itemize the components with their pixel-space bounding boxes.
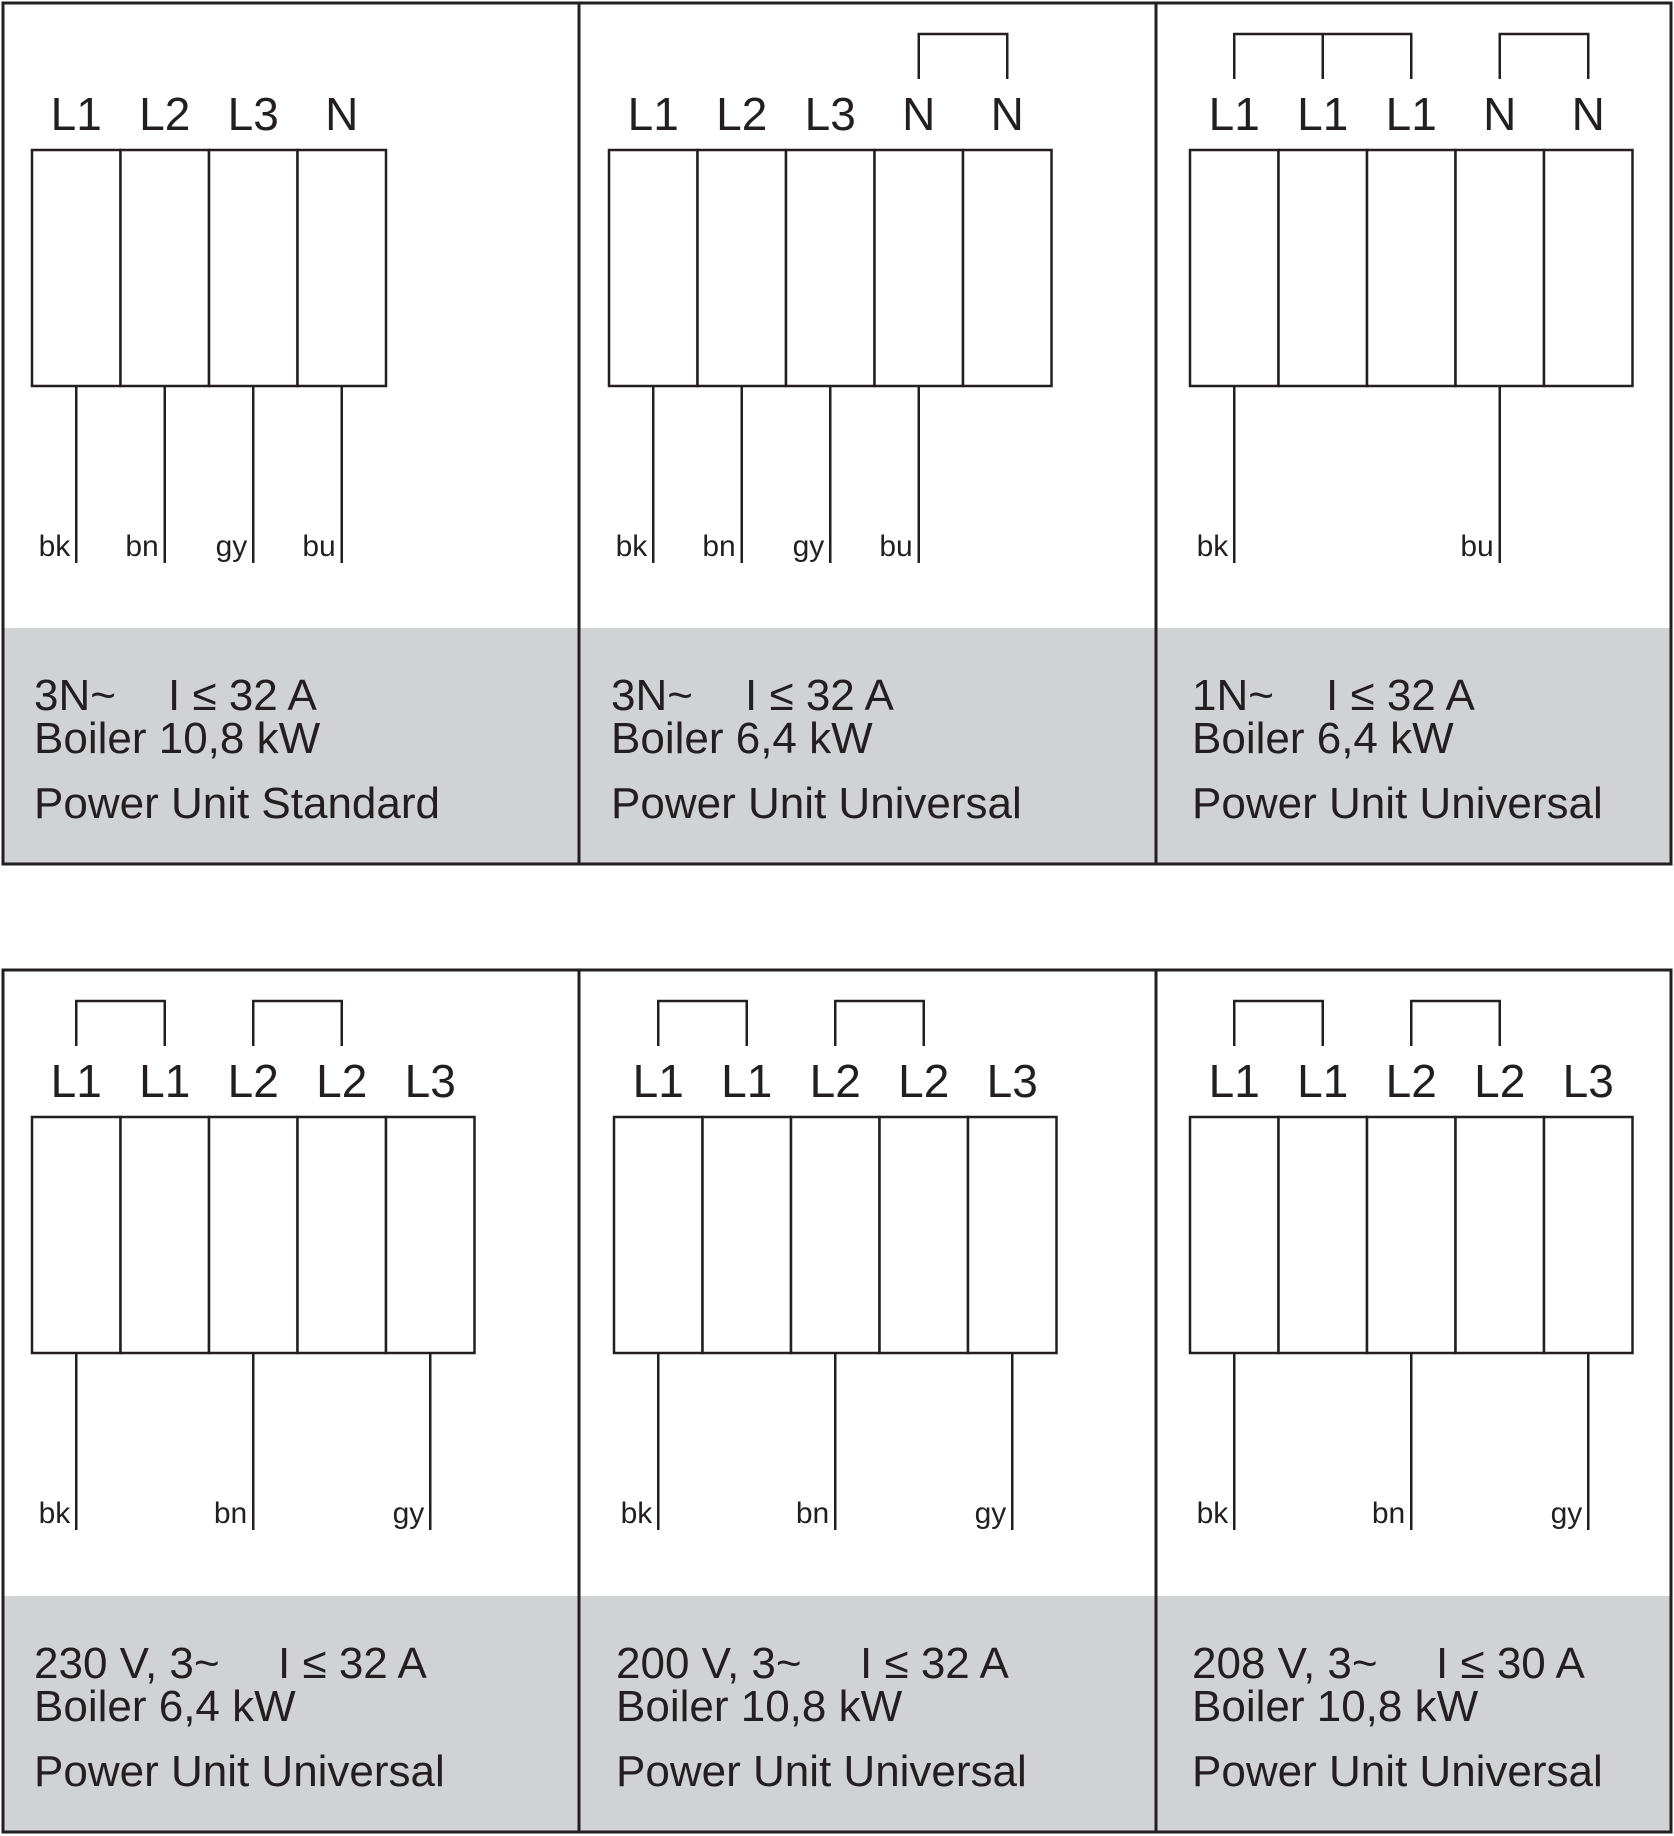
terminal-block	[32, 1117, 121, 1353]
terminal-label: N	[990, 88, 1024, 140]
terminal-block	[791, 1117, 880, 1353]
boiler-label: Boiler 10,8 kW	[616, 1682, 903, 1731]
terminal-label: N	[1571, 88, 1605, 140]
terminal-block	[121, 1117, 210, 1353]
terminal-block	[386, 1117, 475, 1353]
boiler-label: Boiler 6,4 kW	[34, 1682, 296, 1731]
unit-label: Power Unit Universal	[611, 779, 1022, 828]
terminal-block	[1190, 1117, 1279, 1353]
terminal-block	[1544, 150, 1633, 386]
terminal-block	[32, 150, 121, 386]
wire-color-label: gy	[1550, 1497, 1583, 1530]
wire-color-label: gy	[974, 1497, 1007, 1530]
terminal-block	[609, 150, 698, 386]
terminal-block	[963, 150, 1052, 386]
supply-label: 3N~	[611, 671, 693, 720]
terminal-block	[1279, 150, 1368, 386]
wire-color-label: bk	[615, 530, 648, 563]
terminal-bridge	[1234, 34, 1411, 79]
unit-label: Power Unit Universal	[34, 1747, 445, 1796]
terminal-bridge	[76, 1001, 165, 1046]
terminal-bridge	[1234, 1001, 1323, 1046]
terminal-label: L2	[227, 1055, 279, 1107]
wire-color-label: bn	[795, 1497, 830, 1530]
boiler-label: Boiler 10,8 kW	[1192, 1682, 1479, 1731]
supply-label: 3N~	[34, 671, 116, 720]
terminal-label: L3	[404, 1055, 456, 1107]
terminal-block	[1367, 150, 1456, 386]
terminal-block	[880, 1117, 969, 1353]
unit-label: Power Unit Universal	[1192, 1747, 1603, 1796]
wire-color-label: bu	[1460, 530, 1494, 563]
terminal-label: L1	[1297, 1055, 1349, 1107]
terminal-label: L1	[627, 88, 679, 140]
current-label: I ≤ 32 A	[1326, 671, 1475, 720]
terminal-label: L3	[227, 88, 279, 140]
terminal-block	[698, 150, 787, 386]
terminal-block	[703, 1117, 792, 1353]
terminal-block	[121, 150, 210, 386]
current-label: I ≤ 32 A	[745, 671, 894, 720]
terminal-bridge	[1411, 1001, 1500, 1046]
terminal-label: L2	[139, 88, 191, 140]
terminal-label: L3	[804, 88, 856, 140]
terminal-block	[614, 1117, 703, 1353]
supply-label: 200 V, 3~	[616, 1639, 802, 1688]
terminal-block	[209, 150, 298, 386]
terminal-label: L2	[898, 1055, 950, 1107]
wire-color-label: bk	[620, 1497, 653, 1530]
terminal-label: L1	[1208, 1055, 1260, 1107]
unit-label: Power Unit Standard	[34, 779, 440, 828]
current-label: I ≤ 32 A	[860, 1639, 1009, 1688]
boiler-label: Boiler 6,4 kW	[611, 714, 873, 763]
terminal-label: L1	[50, 1055, 102, 1107]
diagram-row	[3, 970, 1671, 1832]
current-label: I ≤ 32 A	[278, 1639, 427, 1688]
wire-color-label: gy	[215, 530, 248, 563]
terminal-label: L1	[1385, 88, 1437, 140]
unit-label: Power Unit Universal	[1192, 779, 1603, 828]
wire-color-label: bu	[302, 530, 336, 563]
supply-label: 208 V, 3~	[1192, 1639, 1378, 1688]
terminal-block	[1367, 1117, 1456, 1353]
terminal-block	[968, 1117, 1057, 1353]
wire-color-label: bn	[213, 1497, 248, 1530]
wire-color-label: bk	[1196, 1497, 1229, 1530]
terminal-bridge	[919, 34, 1008, 79]
wire-color-label: gy	[392, 1497, 425, 1530]
terminal-bridge	[1500, 34, 1589, 79]
terminal-block	[875, 150, 964, 386]
terminal-label: L2	[316, 1055, 368, 1107]
terminal-bridge	[253, 1001, 342, 1046]
unit-label: Power Unit Universal	[616, 1747, 1027, 1796]
terminal-label: L2	[716, 88, 768, 140]
terminal-block	[209, 1117, 298, 1353]
terminal-label: L1	[632, 1055, 684, 1107]
terminal-block	[1279, 1117, 1368, 1353]
current-label: I ≤ 30 A	[1436, 1639, 1585, 1688]
terminal-label: L1	[721, 1055, 773, 1107]
terminal-block	[1544, 1117, 1633, 1353]
wire-color-label: bk	[38, 530, 71, 563]
terminal-label: N	[1483, 88, 1517, 140]
terminal-label: L2	[809, 1055, 861, 1107]
wire-color-label: bu	[879, 530, 913, 563]
terminal-bridge	[658, 1001, 747, 1046]
terminal-block	[298, 150, 387, 386]
boiler-label: Boiler 10,8 kW	[34, 714, 321, 763]
terminal-block	[298, 1117, 387, 1353]
terminal-block	[1190, 150, 1279, 386]
terminal-label: L1	[139, 1055, 191, 1107]
wire-color-label: bk	[1196, 530, 1229, 563]
terminal-label: L3	[986, 1055, 1038, 1107]
terminal-label: L2	[1385, 1055, 1437, 1107]
terminal-label: L2	[1474, 1055, 1526, 1107]
terminal-block	[1456, 1117, 1545, 1353]
terminal-bridge	[835, 1001, 924, 1046]
terminal-block	[1456, 150, 1545, 386]
terminal-label: N	[902, 88, 936, 140]
wire-color-label: bn	[1371, 1497, 1406, 1530]
boiler-label: Boiler 6,4 kW	[1192, 714, 1454, 763]
terminal-label: L1	[1297, 88, 1349, 140]
wire-color-label: bk	[38, 1497, 71, 1530]
wire-color-label: gy	[792, 530, 825, 563]
diagram-row	[3, 3, 1671, 864]
supply-label: 230 V, 3~	[34, 1639, 220, 1688]
terminal-label: L3	[1562, 1055, 1614, 1107]
wire-color-label: bn	[702, 530, 736, 563]
terminal-block	[786, 150, 875, 386]
supply-label: 1N~	[1192, 671, 1274, 720]
wire-color-label: bn	[125, 530, 159, 563]
terminal-label: L1	[1208, 88, 1260, 140]
current-label: I ≤ 32 A	[168, 671, 317, 720]
terminal-label: N	[325, 88, 359, 140]
terminal-label: L1	[50, 88, 102, 140]
